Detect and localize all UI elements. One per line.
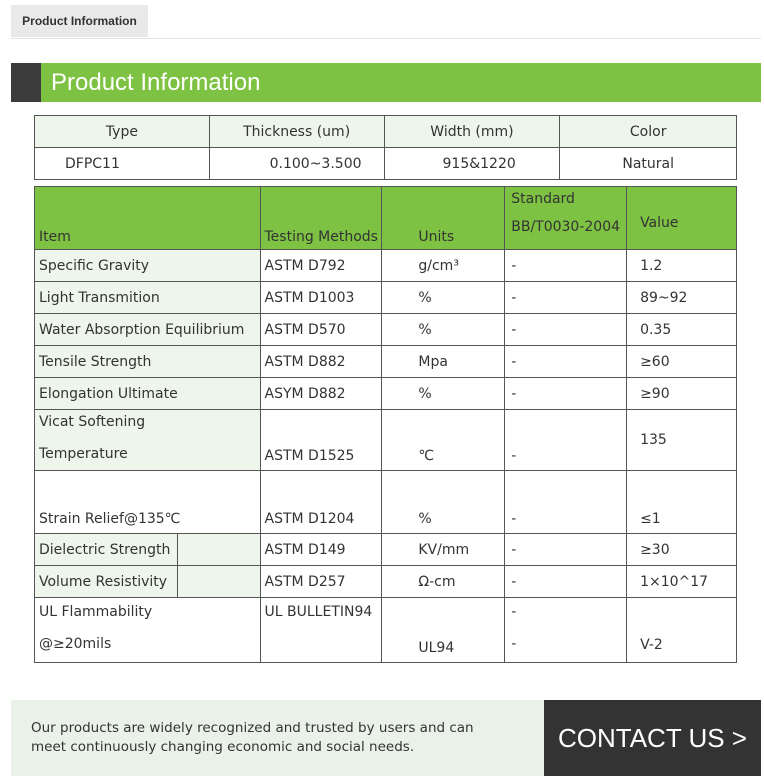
spec-color: Natural bbox=[560, 148, 737, 180]
table-row bbox=[35, 282, 737, 314]
row-item-line1: Vicat Softening bbox=[39, 414, 146, 430]
header-standard-line2: BB/T0030-2004 bbox=[511, 219, 621, 235]
row-item: Tensile Strength bbox=[35, 346, 261, 378]
row-item: Water Absorption Equilibrium bbox=[35, 314, 261, 346]
row-standard: - bbox=[505, 346, 627, 378]
contact-us-button[interactable]: CONTACT US > bbox=[544, 700, 761, 776]
row-units: Ω-cm bbox=[382, 566, 505, 598]
row-standard: - bbox=[505, 566, 627, 598]
row-method: ASTM D1525 bbox=[260, 410, 382, 471]
header-testing-methods: Testing Methods bbox=[260, 187, 382, 250]
row-standard-line1: - bbox=[511, 604, 517, 620]
table-row bbox=[35, 598, 737, 663]
header-item: Item bbox=[35, 187, 261, 250]
spec-table bbox=[34, 115, 737, 180]
row-item: Light Transmition bbox=[35, 282, 261, 314]
row-item-line2: @≥20mils bbox=[39, 636, 112, 652]
spec-header-color: Color bbox=[560, 116, 737, 148]
row-standard: - bbox=[505, 534, 627, 566]
row-value: 135 bbox=[627, 410, 737, 471]
row-method: UL BULLETIN94 bbox=[260, 598, 382, 663]
row-units: Mpa bbox=[382, 346, 505, 378]
spec-header-thickness: Thickness (um) bbox=[209, 116, 384, 148]
row-method: ASTM D882 bbox=[260, 346, 382, 378]
tab-bar bbox=[11, 0, 761, 39]
row-standard: - bbox=[505, 314, 627, 346]
spec-header-width: Width (mm) bbox=[384, 116, 560, 148]
spec-width: 915&1220 bbox=[384, 148, 560, 180]
tab-product-information[interactable]: Product Information bbox=[11, 5, 148, 37]
properties-header bbox=[35, 187, 737, 250]
row-value: 89~92 bbox=[627, 282, 737, 314]
row-units: UL94 bbox=[382, 598, 505, 663]
row-value: 1×10^17 bbox=[627, 566, 737, 598]
row-value: ≤1 bbox=[627, 471, 737, 534]
section-header bbox=[11, 63, 761, 102]
row-value: ≥90 bbox=[627, 378, 737, 410]
row-standard: - bbox=[505, 282, 627, 314]
row-standard bbox=[505, 598, 627, 663]
row-item bbox=[35, 410, 261, 471]
row-standard: - bbox=[505, 250, 627, 282]
row-method: ASYM D882 bbox=[260, 378, 382, 410]
table-row bbox=[35, 346, 737, 378]
spec-type: DFPC11 bbox=[35, 148, 210, 180]
row-units: g/cm³ bbox=[382, 250, 505, 282]
row-item-blank bbox=[177, 534, 260, 566]
spec-table-header bbox=[35, 116, 737, 148]
row-standard-line2: - bbox=[511, 636, 517, 652]
table-row bbox=[35, 471, 737, 534]
row-method: ASTM D1204 bbox=[260, 471, 382, 534]
table-row bbox=[35, 378, 737, 410]
footer-banner bbox=[11, 700, 761, 776]
header-units: Units bbox=[382, 187, 505, 250]
row-item: Volume Resistivity bbox=[35, 566, 178, 598]
row-units: KV/mm bbox=[382, 534, 505, 566]
row-method: ASTM D570 bbox=[260, 314, 382, 346]
row-value: 1.2 bbox=[627, 250, 737, 282]
spec-table-row bbox=[35, 148, 737, 180]
row-item: Elongation Ultimate bbox=[35, 378, 261, 410]
table-row bbox=[35, 410, 737, 471]
row-units: % bbox=[382, 282, 505, 314]
table-row bbox=[35, 250, 737, 282]
row-value: 0.35 bbox=[627, 314, 737, 346]
footer-text: Our products are widely recognized and trusted by users and can meet continuously changing economic and social needs. bbox=[31, 720, 474, 755]
table-row bbox=[35, 314, 737, 346]
row-item: Strain Relief@135℃ bbox=[35, 471, 261, 534]
row-item: Specific Gravity bbox=[35, 250, 261, 282]
row-item: Dielectric Strength bbox=[35, 534, 178, 566]
header-value: Value bbox=[627, 187, 737, 250]
row-standard: - bbox=[505, 378, 627, 410]
row-method: ASTM D1003 bbox=[260, 282, 382, 314]
section-title: Product Information bbox=[51, 69, 261, 96]
row-value: ≥60 bbox=[627, 346, 737, 378]
header-accent-block bbox=[11, 63, 41, 102]
row-method: ASTM D792 bbox=[260, 250, 382, 282]
spec-thickness: 0.100~3.500 bbox=[209, 148, 384, 180]
table-row bbox=[35, 534, 737, 566]
row-value: ≥30 bbox=[627, 534, 737, 566]
header-standard bbox=[505, 187, 627, 250]
row-item-line2: Temperature bbox=[39, 446, 128, 462]
spec-header-type: Type bbox=[35, 116, 210, 148]
row-item-blank bbox=[177, 566, 260, 598]
row-method: ASTM D149 bbox=[260, 534, 382, 566]
header-green-bar bbox=[41, 63, 761, 102]
row-method: ASTM D257 bbox=[260, 566, 382, 598]
header-standard-line1: Standard bbox=[511, 191, 575, 207]
properties-table bbox=[34, 186, 737, 663]
row-item bbox=[35, 598, 261, 663]
row-standard: - bbox=[505, 410, 627, 471]
row-units: % bbox=[382, 471, 505, 534]
table-row bbox=[35, 566, 737, 598]
row-item-line1: UL Flammability bbox=[39, 604, 153, 620]
row-units: % bbox=[382, 378, 505, 410]
row-units: % bbox=[382, 314, 505, 346]
row-value: V-2 bbox=[627, 598, 737, 663]
row-standard: - bbox=[505, 471, 627, 534]
row-units: ℃ bbox=[382, 410, 505, 471]
